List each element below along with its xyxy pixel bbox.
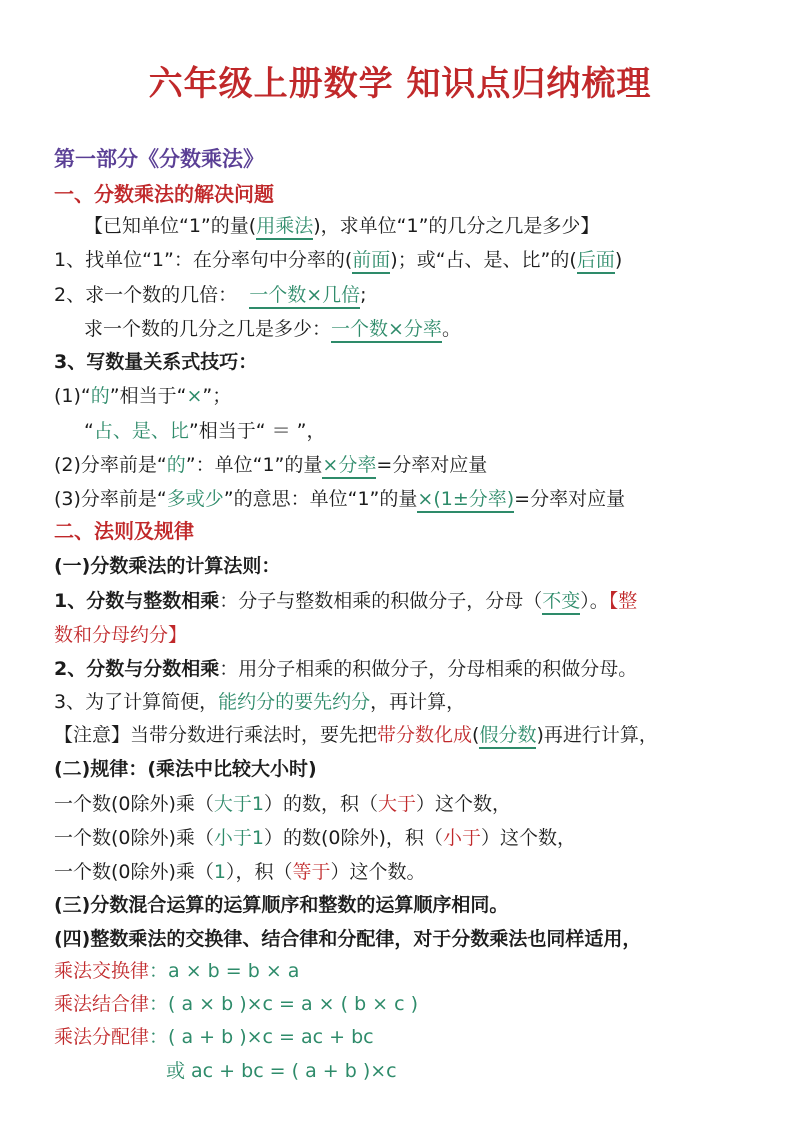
text: ”相当于“ (109, 385, 187, 407)
text-line (84, 418, 325, 444)
answer-text: 用乘法 (256, 215, 313, 240)
text: 一个数(0除外)乘（ (54, 827, 214, 849)
text: ）这个数， (416, 793, 512, 815)
law-formula: 或 ac + bc = ( a + b )×c (166, 1060, 397, 1082)
text-line (84, 213, 599, 239)
key-word: 占、是、比 (93, 420, 189, 442)
text: =分率对应量 (376, 454, 488, 476)
text: 1、找单位“1”：在分率句中分率的( (54, 249, 353, 271)
text: 3、为了计算简便， (54, 691, 219, 713)
text: 1、分数与整数相乘 (54, 590, 220, 612)
text: 一个数(0除外)乘（ (54, 861, 214, 883)
text: ）。 (580, 590, 609, 612)
text: (3)分率前是“ (54, 488, 167, 510)
law-line (54, 1024, 374, 1050)
text: ：分子与整数相乘的积做分子，分母（ (219, 590, 543, 612)
law-formula: ：( a × b )×c = a × ( b × c ) (149, 993, 419, 1015)
text-line (54, 859, 426, 885)
answer-text: 假分数 (479, 724, 536, 749)
key-word: 大于1 (213, 793, 265, 815)
text: 2、分数与分数相乘 (54, 658, 220, 680)
answer-text: 一个数×分率 (331, 318, 442, 343)
text: ”相当于“ ＝ ”， (188, 420, 326, 442)
key-word: × (186, 385, 203, 407)
text: =分率对应量 (514, 488, 626, 510)
section-heading: 二、法则及规律 (54, 519, 194, 543)
text: ：用分子相乘的积做分子，分母相乘的积做分母。 (219, 658, 638, 680)
text: ”：单位“1”的量 (185, 454, 323, 476)
text: ，再计算， (370, 691, 466, 713)
text: ”的意思：单位“1”的量 (223, 488, 418, 510)
text-line (54, 825, 576, 851)
key-word: 小于1 (213, 827, 265, 849)
law-name: 乘法结合律 (54, 993, 150, 1015)
text: ”； (202, 385, 232, 407)
text: 一个数(0除外)乘（ (54, 793, 214, 815)
text: “ (84, 420, 94, 442)
key-word: 1 (213, 861, 227, 883)
text: )，求单位“1”的几分之几是多少】 (313, 215, 600, 237)
text: ）这个数。 (330, 861, 426, 883)
key-word: 等于 (292, 861, 331, 883)
text: (2)分率前是“ (54, 454, 167, 476)
text: ）的数(0除外)，积（ (264, 827, 443, 849)
text-line (54, 486, 625, 512)
answer-text: 一个数×几倍 (249, 284, 360, 309)
answer-text: 不变 (542, 590, 580, 615)
law-line (54, 958, 299, 984)
text: ; (360, 284, 367, 306)
key-word: 带分数化成 (377, 724, 473, 746)
text: )；或“占、是、比”的( (390, 249, 577, 271)
text: ）的数，积（ (264, 793, 379, 815)
text: ），积（ (226, 861, 293, 883)
text-line: 数和分母约分】 (54, 624, 188, 646)
text-line (84, 316, 461, 342)
text: ) (614, 249, 623, 271)
text-line (54, 791, 511, 817)
text: ( (472, 724, 480, 746)
text: 【注意】当带分数进行乘法时，要先把 (54, 724, 378, 746)
key-word: 多或少 (166, 488, 224, 510)
answer-text: 前面 (352, 249, 390, 274)
text: ）这个数， (480, 827, 576, 849)
subheading: (四)整数乘法的交换律、结合律和分配律，对于分数乘法也同样适用， (54, 928, 642, 950)
text: )再进行计算， (536, 724, 658, 746)
text-line (54, 282, 367, 308)
text-line (54, 722, 658, 748)
text-line (54, 656, 637, 682)
answer-text: ×分率 (322, 454, 376, 479)
subheading: (二)规律：(乘法中比较大小时) (54, 758, 317, 780)
law-name: 乘法交换律 (54, 960, 150, 982)
text-line (54, 689, 465, 715)
text: 。 (441, 318, 461, 340)
key-word: 能约分的要先约分 (218, 691, 371, 713)
law-formula: ：a × b = b × a (149, 960, 300, 982)
text-line (54, 452, 487, 478)
key-word: 的 (166, 454, 186, 476)
law-formula: ：( a + b )×c = ac + bc (149, 1026, 374, 1048)
key-word: 的 (90, 385, 110, 407)
text: (1)“ (54, 385, 91, 407)
text: 2、求一个数的几倍： (54, 284, 238, 306)
text-line (54, 588, 637, 614)
text: 求一个数的几分之几是多少： (84, 318, 332, 340)
text-line (54, 383, 231, 409)
section-heading: 一、分数乘法的解决问题 (54, 182, 274, 206)
text: 【已知单位“1”的量( (84, 215, 257, 237)
answer-text: 后面 (577, 249, 615, 274)
key-word: 小于 (442, 827, 481, 849)
key-word: 大于 (378, 793, 417, 815)
subheading: 3、写数量关系式技巧： (54, 351, 258, 373)
page-title: 六年级上册数学 知识点归纳梳理 (148, 64, 652, 104)
part-heading: 第一部分《分数乘法》 (54, 147, 264, 171)
text-line (54, 247, 622, 273)
law-line (54, 991, 418, 1017)
law-name: 乘法分配律 (54, 1026, 150, 1048)
subheading: (三)分数混合运算的运算顺序和整数的运算顺序相同。 (54, 894, 509, 916)
answer-text: ×(1±分率) (417, 488, 514, 513)
key-word: 【整 (608, 590, 638, 612)
subheading: (一)分数乘法的计算法则： (54, 555, 281, 577)
